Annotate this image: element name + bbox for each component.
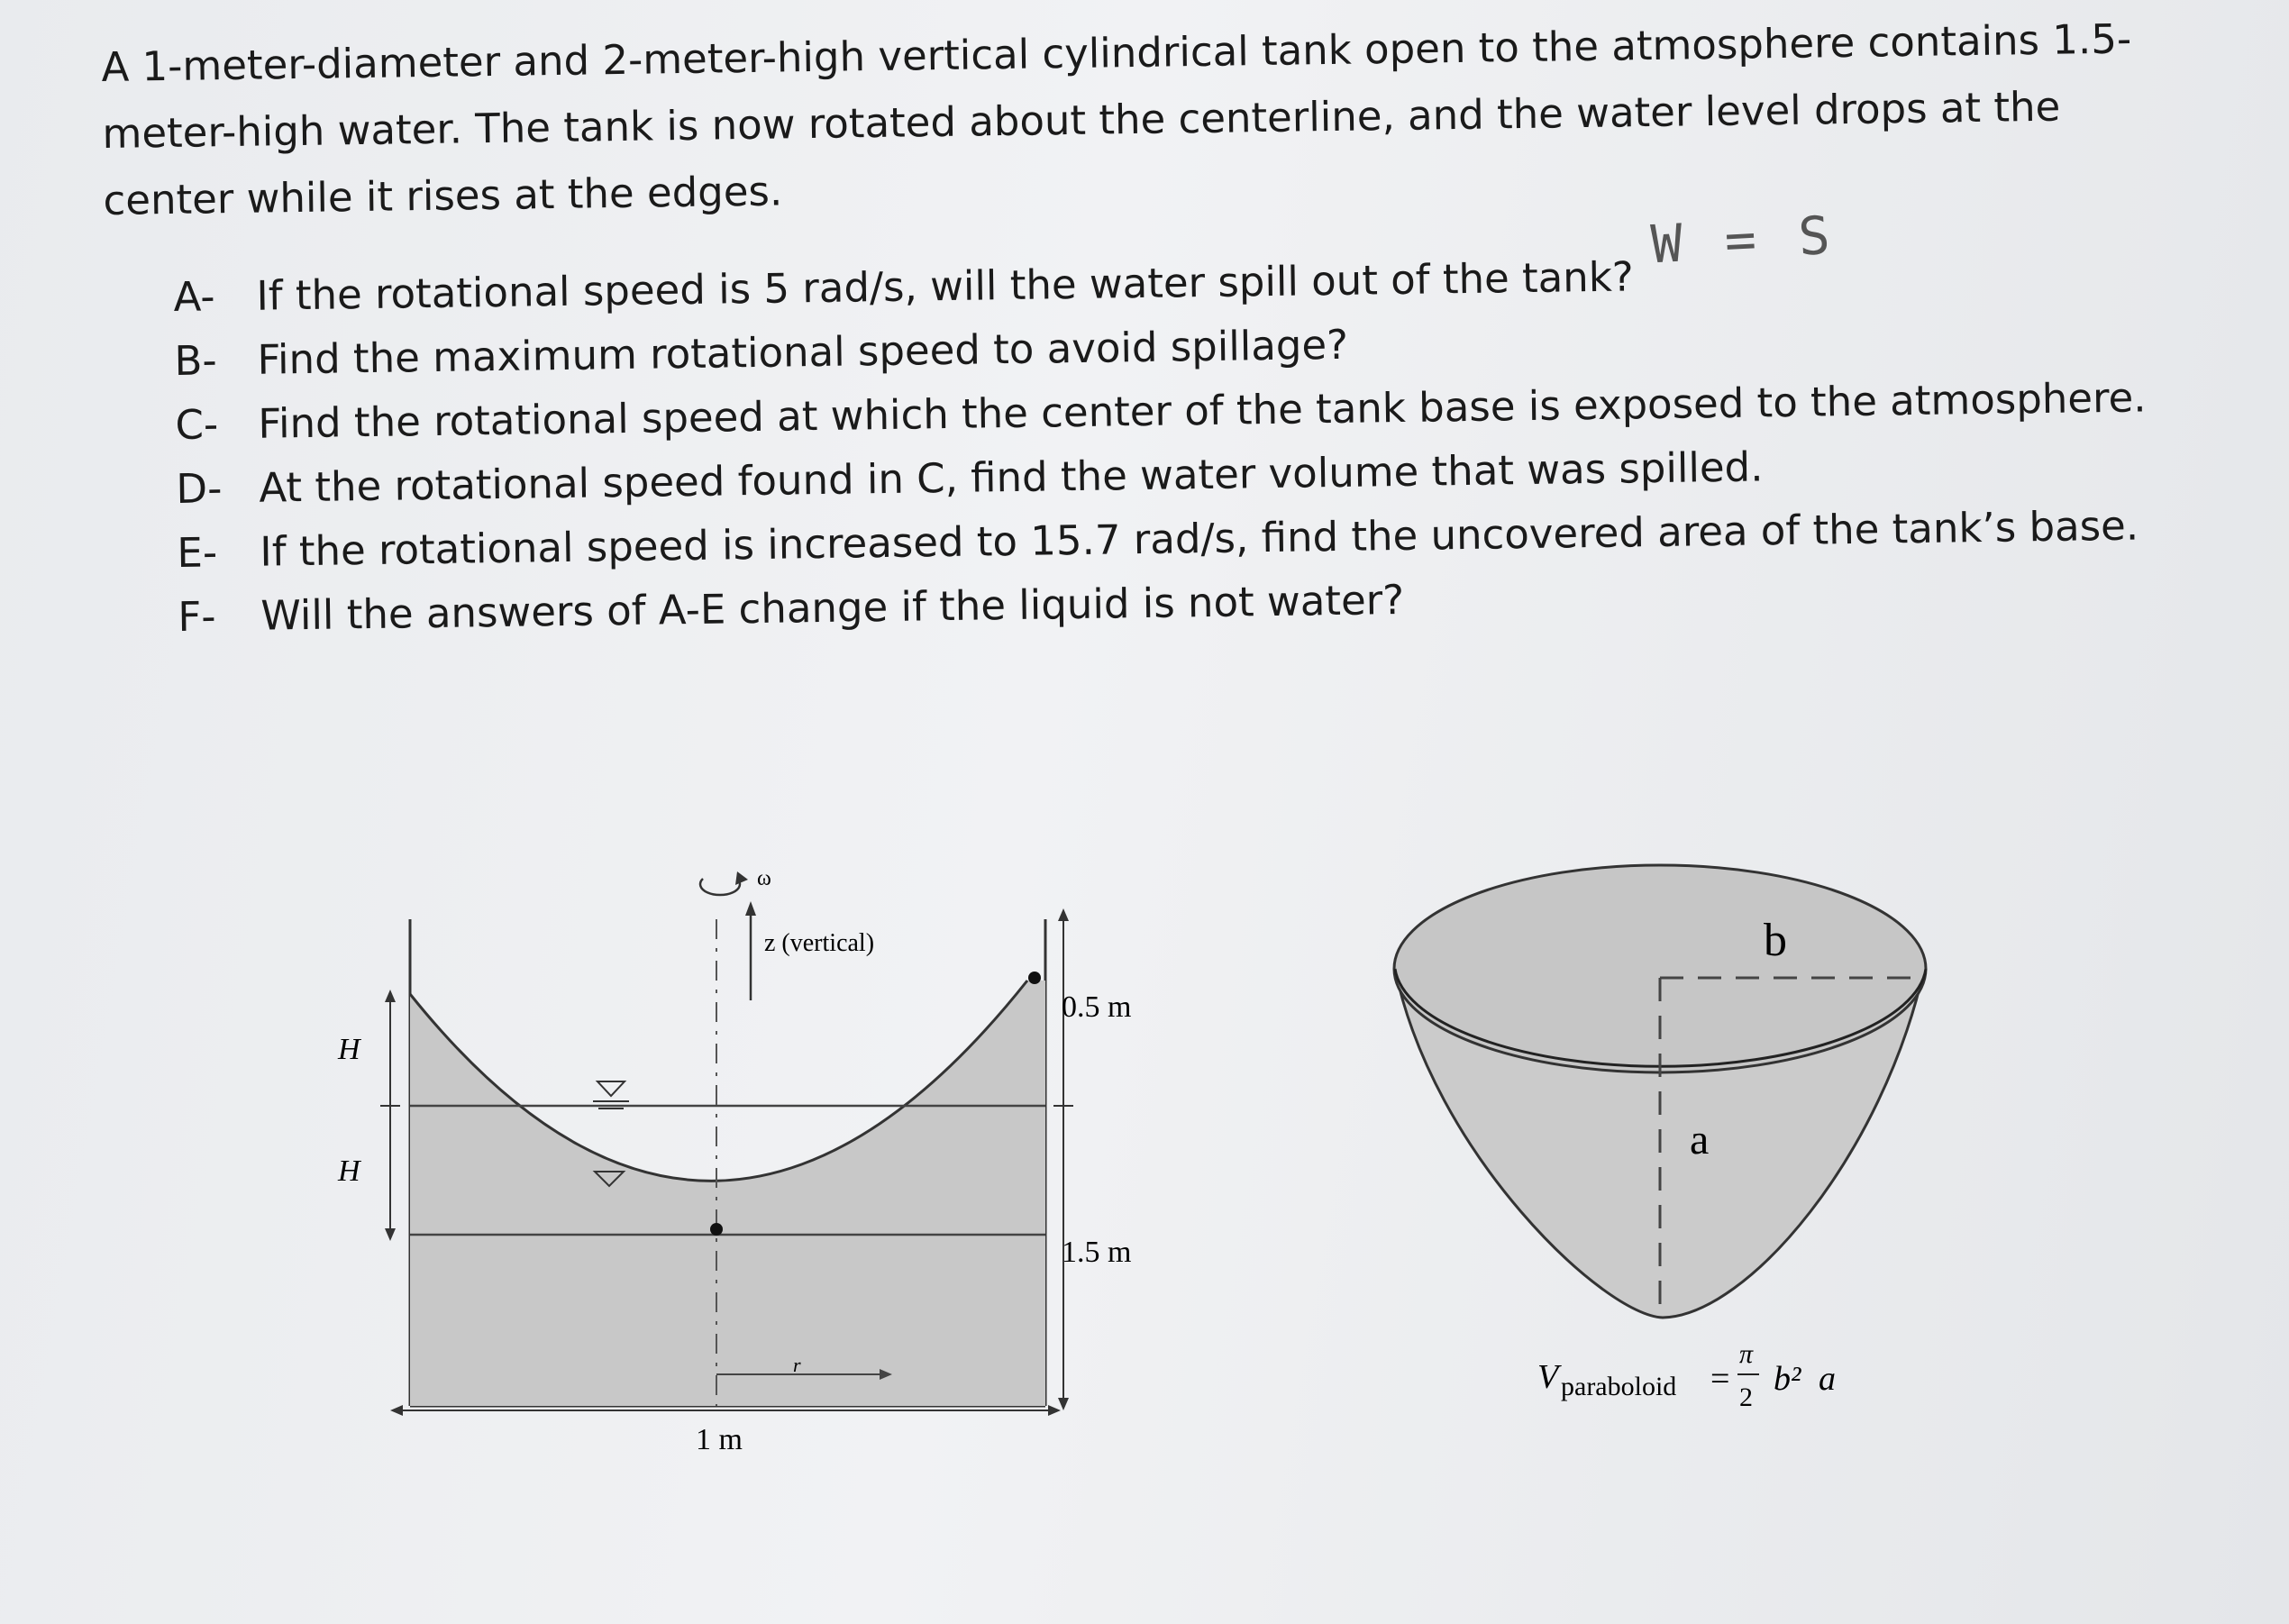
question-text: At the rotational speed found in C, find the water volume that was spilled. [259,442,1764,512]
h-label-top: H [338,1033,360,1066]
formula-pi: π [1739,1339,1754,1369]
dim-top-label: 0.5 m [1062,990,1132,1024]
b-label: b [1764,915,1787,966]
dim-arrow-icon [1058,908,1069,921]
question-text: If the rotational speed is 5 rad/s, will the water spill out of the tank? [256,252,1635,320]
a-label: a [1690,1116,1710,1163]
question-letter: A- [173,272,215,321]
water-region [410,981,1045,1406]
question-letter: E- [177,528,218,577]
dim-arrow-icon [1048,1405,1061,1416]
dim-bottom-label: 1.5 m [1062,1236,1132,1269]
formula-a: a [1819,1360,1836,1398]
dim-arrow-icon [385,1228,396,1241]
formula-v: V [1537,1358,1559,1396]
omega-label: ω [757,867,771,890]
question-text: Find the rotational speed at which the center of the tank base is exposed to the atmosphere. [258,373,2147,448]
free-surface-symbol-icon [597,1081,625,1096]
z-axis-arrowhead-icon [745,901,756,916]
rotation-arrowhead-icon [735,871,748,885]
width-label: 1 m [696,1423,743,1456]
formula-b-squared: b² [1774,1360,1801,1398]
dim-arrow-icon [390,1405,403,1416]
vertex-point [710,1223,723,1236]
formula-equals: = [1710,1360,1730,1398]
question-list [173,236,2251,649]
h-label-bottom: H [338,1154,360,1188]
z-axis-label: z (vertical) [764,929,875,957]
problem-statement [101,5,2176,234]
question-letter: C- [175,400,219,449]
handwritten-note: W = S [1649,204,1838,276]
dim-arrow-icon [1058,1398,1069,1410]
question-text: Find the maximum rotational speed to avoid spillage? [257,320,1349,384]
paraboloid-rim [1394,865,1926,1072]
dim-arrow-icon [385,990,396,1002]
question-letter: B- [174,336,217,385]
rim-point [1028,972,1041,984]
formula-subscript: paraboloid [1561,1372,1677,1401]
question-text: If the rotational speed is increased to 15.7 rad/s, find the uncovered area of the tank’s base. [260,501,2139,576]
paraboloid-figure [1370,856,2019,1433]
r-label: r [793,1354,801,1376]
question-letter: F- [178,592,216,641]
question-text: Will the answers of A-E change if the liquid is not water? [260,575,1405,640]
intro-line-2: meter-high water. The tank is now rotated about the centerline, and the water level drops at the [102,82,2061,158]
intro-line-3: center while it rises at the edges. [103,167,783,224]
formula-two: 2 [1739,1382,1753,1412]
rotating-tank-figure [306,847,1208,1478]
question-letter: D- [176,464,223,513]
rotation-arrow-icon [700,879,740,895]
intro-line-1: A 1-meter-diameter and 2-meter-high vertical cylindrical tank open to the atmosphere contains 1.5- [101,14,2132,91]
